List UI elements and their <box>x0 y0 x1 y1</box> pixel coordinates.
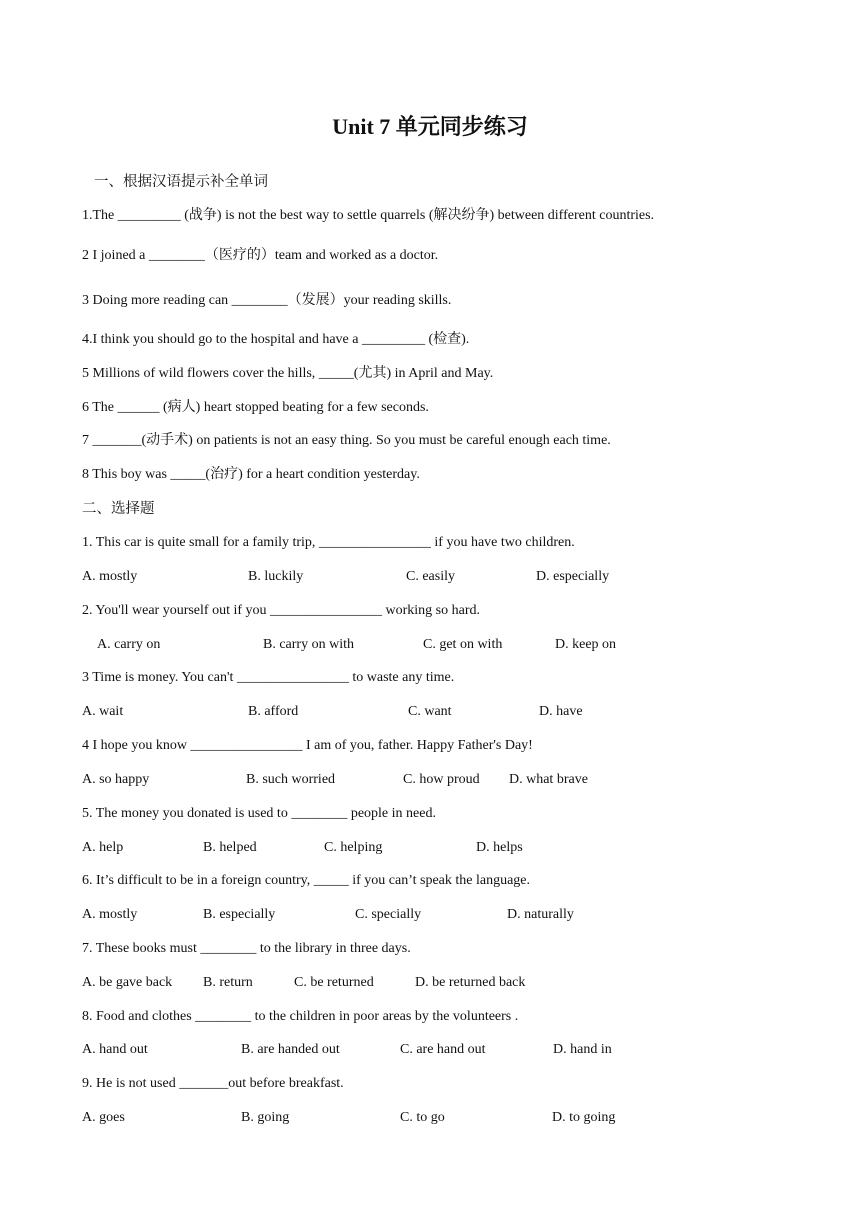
option-c: C. get on with <box>423 637 503 652</box>
question-6: 6. It’s difficult to be in a foreign country, _____ if you can’t speak the language. <box>82 873 531 888</box>
option-c: C. be returned <box>294 975 374 990</box>
fill-item-2: 2 I joined a ________（医疗的）team and worked as a doctor. <box>82 248 439 263</box>
option-a: A. goes <box>82 1110 125 1125</box>
fill-item-6: 6 The ______ (病人) heart stopped beating for a few seconds. <box>82 400 429 415</box>
option-d: D. hand in <box>553 1042 612 1057</box>
option-a: A. mostly <box>82 907 138 922</box>
question-2: 2. You'll wear yourself out if you ________________ working so hard. <box>82 603 480 618</box>
option-b: B. going <box>241 1110 290 1125</box>
option-d: D. keep on <box>555 637 617 652</box>
option-c: C. are hand out <box>400 1042 486 1057</box>
question-7: 7. These books must ________ to the library in three days. <box>82 941 411 956</box>
option-a: A. so happy <box>82 772 150 787</box>
question-4: 4 I hope you know ________________ I am of you, father. Happy Father's Day! <box>82 738 533 753</box>
question-5: 5. The money you donated is used to ________ people in need. <box>82 806 436 821</box>
fill-item-4: 4.I think you should go to the hospital and have a _________ (检查). <box>82 332 470 347</box>
option-c: C. easily <box>406 569 455 584</box>
question-8: 8. Food and clothes ________ to the children in poor areas by the volunteers . <box>82 1009 519 1024</box>
option-c: C. helping <box>324 840 383 855</box>
option-d: D. have <box>539 704 583 719</box>
fill-item-3: 3 Doing more reading can ________（发展）your reading skills. <box>82 293 452 308</box>
option-d: D. helps <box>476 840 523 855</box>
question-3: 3 Time is money. You can't ________________ to waste any time. <box>82 670 455 685</box>
option-b: B. helped <box>203 840 257 855</box>
fill-item-1: 1.The _________ (战争) is not the best way to settle quarrels (解决纷争) between different countries. <box>82 208 655 223</box>
option-b: B. especially <box>203 907 276 922</box>
fill-item-5: 5 Millions of wild flowers cover the hills, _____(尤其) in April and May. <box>82 366 494 381</box>
option-b: B. are handed out <box>241 1042 340 1057</box>
option-d: D. to going <box>552 1110 616 1125</box>
question-9: 9. He is not used _______out before breakfast. <box>82 1076 344 1091</box>
option-b: B. afford <box>248 704 299 719</box>
option-c: C. specially <box>355 907 422 922</box>
option-b: B. carry on with <box>263 637 354 652</box>
section-2-heading: 二、选择题 <box>82 501 155 517</box>
option-d: D. naturally <box>507 907 574 922</box>
option-d: D. especially <box>536 569 610 584</box>
option-c: C. how proud <box>403 772 480 787</box>
option-a: A. mostly <box>82 569 138 584</box>
fill-item-8: 8 This boy was _____(治疗) for a heart condition yesterday. <box>82 467 420 482</box>
option-d: D. what brave <box>509 772 588 787</box>
option-c: C. want <box>408 704 452 719</box>
option-a: A. hand out <box>82 1042 148 1057</box>
option-b: B. such worried <box>246 772 336 787</box>
section-1-heading: 一、根据汉语提示补全单词 <box>94 174 268 190</box>
option-c: C. to go <box>400 1110 445 1125</box>
option-b: B. return <box>203 975 253 990</box>
option-a: A. be gave back <box>82 975 173 990</box>
question-1: 1. This car is quite small for a family trip, ________________ if you have two children. <box>82 535 575 550</box>
option-b: B. luckily <box>248 569 304 584</box>
option-a: A. carry on <box>97 637 161 652</box>
option-a: A. wait <box>82 704 124 719</box>
option-a: A. help <box>82 840 124 855</box>
option-d: D. be returned back <box>415 975 526 990</box>
fill-item-7: 7 _______(动手术) on patients is not an easy thing. So you must be careful enough each time. <box>82 433 611 448</box>
page-title: Unit 7 单元同步练习 <box>332 114 528 139</box>
